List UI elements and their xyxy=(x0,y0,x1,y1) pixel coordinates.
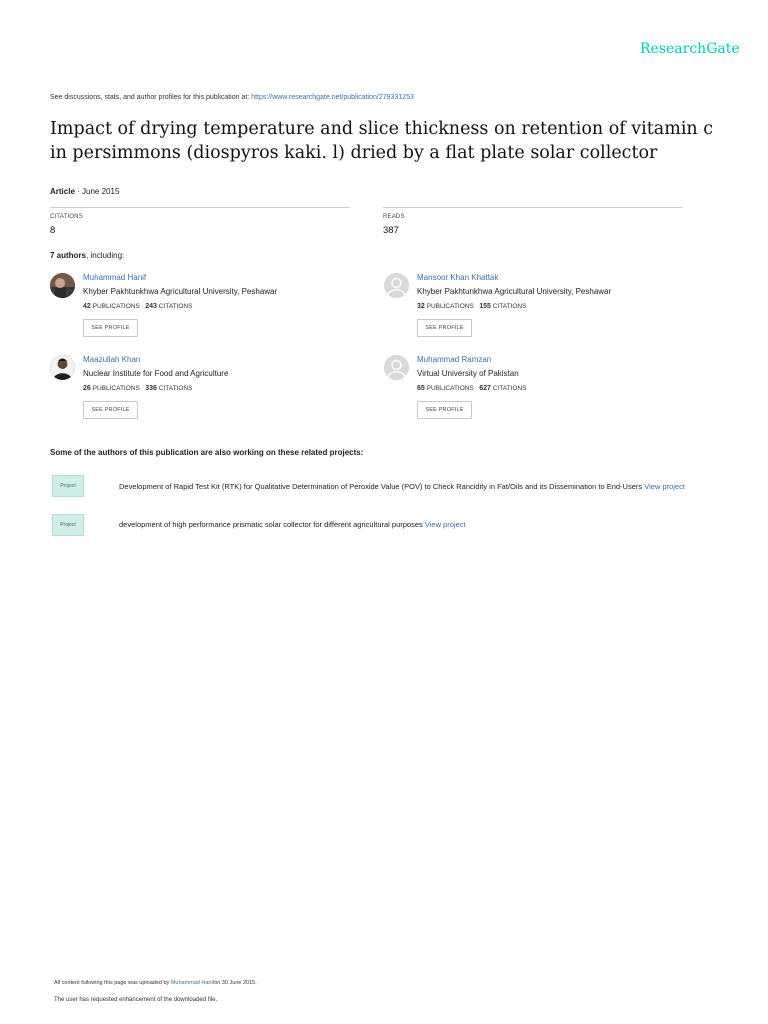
citations-label: CITATIONS xyxy=(492,385,527,392)
author-institution: Virtual University of Pakistan xyxy=(417,369,519,378)
view-project-link[interactable]: View project xyxy=(644,482,685,491)
publications-count: 26 xyxy=(83,385,91,392)
author-institution: Khyber Pakhtunkhwa Agricultural University, Peshawar xyxy=(83,287,278,296)
project-title: Development of Rapid Test Kit (RTK) for Qualitative Determination of Peroxide Value (POV) to Check Rancidity in Fat/Oils and its Dissemination to End-Users xyxy=(119,482,643,491)
project-title: development of high performance prismatic solar collector for different agricultural purposes xyxy=(119,520,423,529)
project-badge[interactable]: Project xyxy=(52,514,84,536)
upload-note-prefix: All content following this page was uploaded by xyxy=(54,980,170,986)
author-institution: Nuclear Institute for Food and Agriculture xyxy=(83,369,229,378)
authors-heading-suffix: , including: xyxy=(86,251,125,260)
avatar[interactable] xyxy=(50,355,75,380)
avatar[interactable] xyxy=(384,273,409,298)
author-institution: Khyber Pakhtunkhwa Agricultural University, Peshawar xyxy=(417,287,612,296)
publications-label: PUBLICATIONS xyxy=(426,385,474,392)
citations-divider xyxy=(50,207,350,208)
see-profile-button[interactable]: SEE PROFILE xyxy=(83,319,138,337)
author-stats xyxy=(83,303,192,310)
citations-count: 8 xyxy=(50,225,56,236)
reads-count: 387 xyxy=(383,225,399,236)
header-see-text: See discussions, stats, and author profiles for this publication at: xyxy=(50,94,250,101)
publication-url-link[interactable]: https://www.researchgate.net/publication/279331253 xyxy=(251,94,414,101)
project-badge[interactable]: Project xyxy=(52,475,84,497)
author-card xyxy=(384,273,704,343)
publications-count: 42 xyxy=(83,303,91,310)
citations-label: CITATIONS xyxy=(158,385,193,392)
author-stats xyxy=(417,303,526,310)
reads-label: READS xyxy=(383,214,405,220)
project-item xyxy=(119,482,685,491)
author-card xyxy=(50,273,370,343)
publications-count: 32 xyxy=(417,303,425,310)
author-name-link[interactable]: Muhammad Hanif xyxy=(83,273,147,282)
researchgate-logo[interactable]: ResearchGate xyxy=(640,41,740,57)
author-stats xyxy=(83,385,192,392)
author-name-link[interactable]: Mansoor Khan Khattak xyxy=(417,273,499,282)
upload-note xyxy=(54,980,257,986)
citations-count: 627 xyxy=(479,385,491,392)
user-placeholder-icon xyxy=(384,355,409,380)
authors-count: 7 authors xyxy=(50,251,87,260)
user-placeholder-icon xyxy=(384,273,409,298)
publications-label: PUBLICATIONS xyxy=(92,303,140,310)
header-see-line xyxy=(50,94,414,101)
upload-note-suffix: on 30 June 2015. xyxy=(214,980,257,986)
publication-meta xyxy=(50,187,119,196)
author-photo-icon xyxy=(50,273,75,298)
citations-count: 336 xyxy=(145,385,157,392)
publications-label: PUBLICATIONS xyxy=(92,385,140,392)
citations-label: CITATIONS xyxy=(158,303,193,310)
publication-title: Impact of drying temperature and slice thickness on retention of vitamin c in persimmons (diospyros kaki. l) dried by a flat plate solar collector xyxy=(50,119,714,163)
project-item xyxy=(119,520,466,529)
see-profile-button[interactable]: SEE PROFILE xyxy=(417,319,472,337)
author-card xyxy=(384,355,704,425)
reads-divider xyxy=(383,207,683,208)
publication-type: Article xyxy=(50,187,75,196)
enhancement-note: The user has requested enhancement of the downloaded file. xyxy=(54,997,218,1003)
citations-label: CITATIONS xyxy=(50,214,83,220)
uploader-link[interactable]: Muhammad Hanif xyxy=(170,980,215,986)
citations-count: 155 xyxy=(479,303,491,310)
related-projects-heading: Some of the authors of this publication are also working on these related projects: xyxy=(50,448,364,457)
citations-label: CITATIONS xyxy=(492,303,527,310)
see-profile-button[interactable]: SEE PROFILE xyxy=(417,401,472,419)
author-stats xyxy=(417,385,526,392)
see-profile-button[interactable]: SEE PROFILE xyxy=(83,401,138,419)
author-name-link[interactable]: Maazullah Khan xyxy=(83,355,141,364)
view-project-link[interactable]: View project xyxy=(424,520,466,529)
author-card xyxy=(50,355,370,425)
avatar[interactable] xyxy=(50,273,75,298)
citations-count: 243 xyxy=(145,303,157,310)
author-name-link[interactable]: Muhammad Ramzan xyxy=(417,355,492,364)
publications-label: PUBLICATIONS xyxy=(426,303,474,310)
avatar[interactable] xyxy=(384,355,409,380)
publications-count: 65 xyxy=(417,385,425,392)
authors-heading xyxy=(50,251,124,260)
publication-date: · June 2015 xyxy=(77,187,120,196)
author-photo-icon xyxy=(50,355,75,380)
